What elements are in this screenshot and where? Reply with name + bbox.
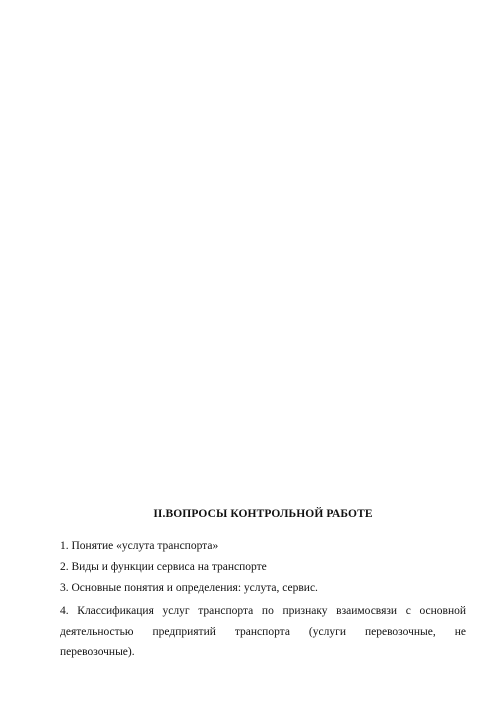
question-item-4: 4. Классификация услуг транспорта по признаку взаимосвязи с основной деятельностью предприятий транспорта (услуги перевозочные, не перевозочные). — [60, 605, 466, 658]
section-heading: II.ВОПРОСЫ КОНТРОЛЬНОЙ РАБОТЕ — [153, 508, 373, 520]
question-item-2: 2. Виды и функции сервиса на транспорте — [60, 561, 267, 573]
question-item-1: 1. Понятие «услута транспорта» — [60, 540, 219, 552]
question-item-3: 3. Основные понятия и определения: услута, сервис. — [60, 582, 318, 594]
